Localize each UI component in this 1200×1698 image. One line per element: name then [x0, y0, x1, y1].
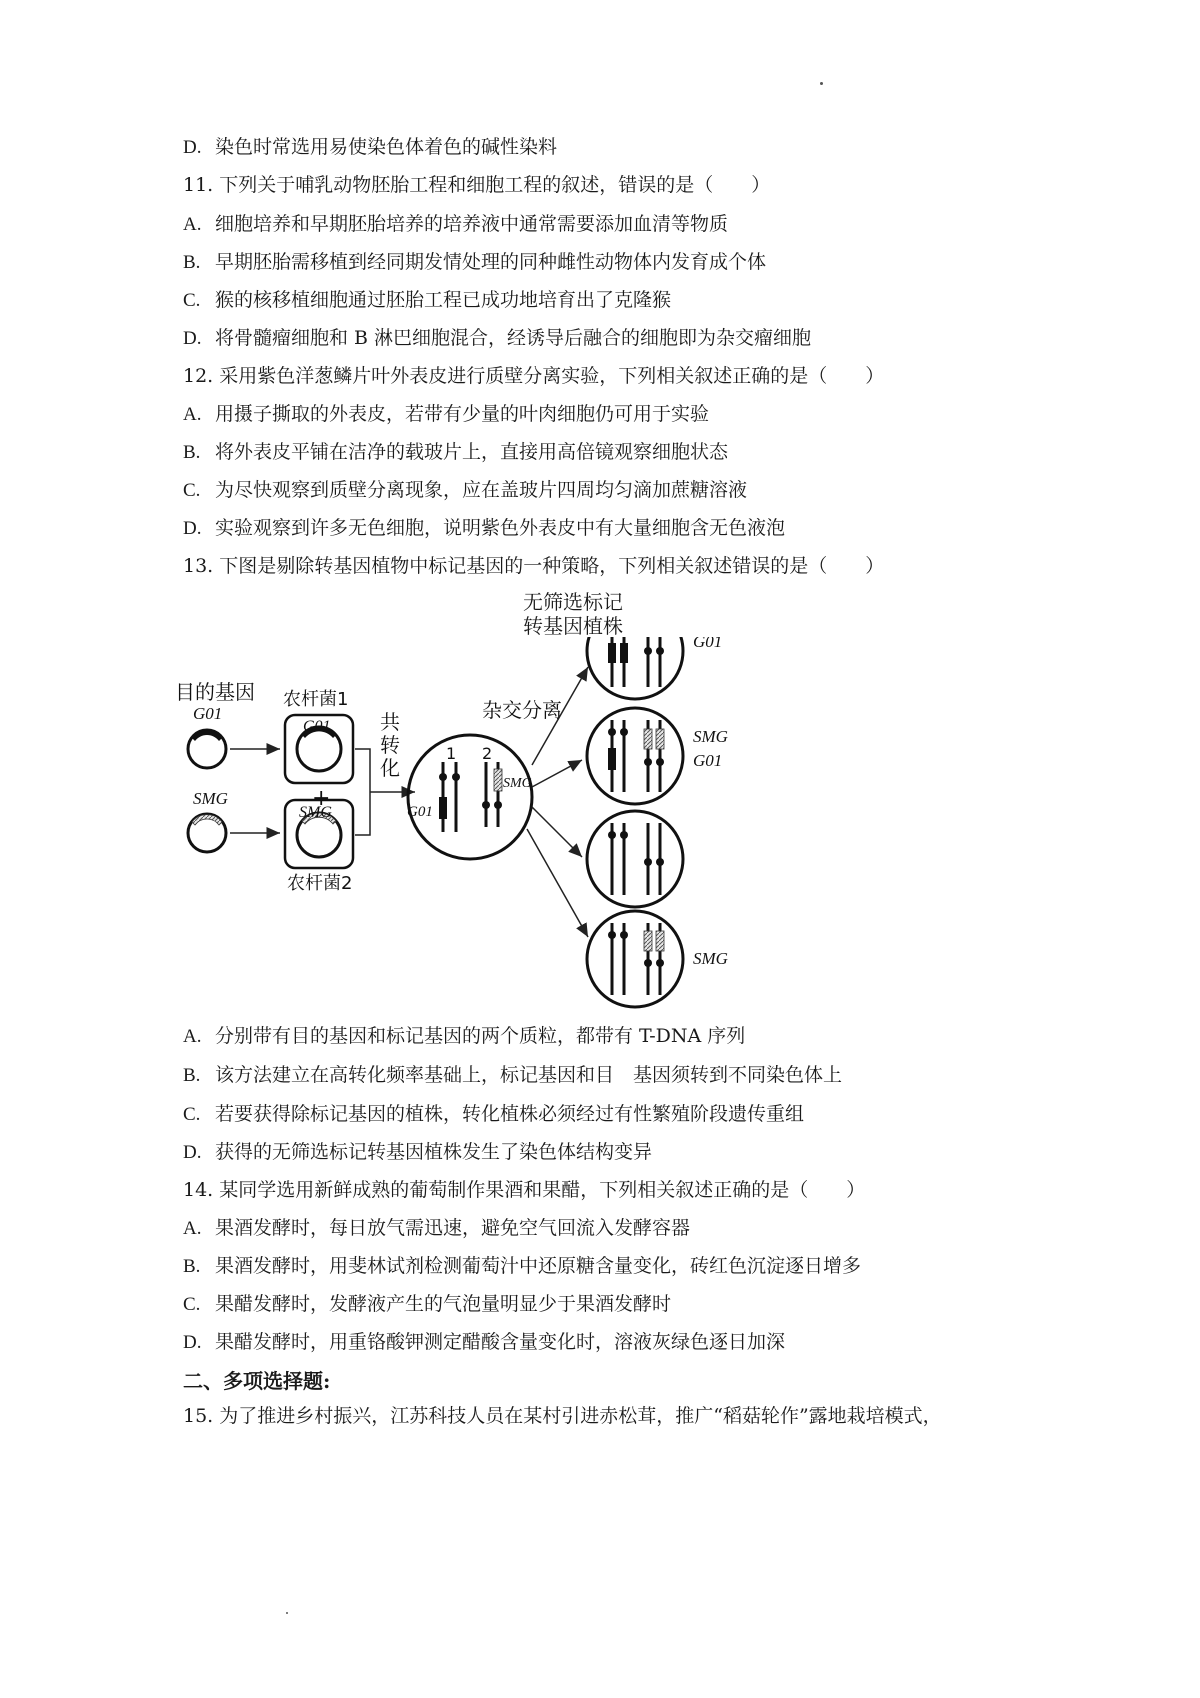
offspring-cell-1: [587, 637, 683, 699]
offspring-4-label-1: SMG: [693, 949, 728, 968]
option-12d: D. 实验观察到许多无色细胞，说明紫色外表皮中有大量细胞含无色液泡: [183, 517, 786, 539]
smg-label-cell: SMG: [503, 776, 532, 791]
option-11b: B. 早期胚胎需移植到经同期发情处理的同种雌性动物体内发育成个体: [183, 251, 767, 273]
no-marker-plant-label: 无筛选标记 转基因植株: [523, 590, 623, 638]
cross-separation-label: 杂交分离: [482, 698, 562, 722]
offspring-2-label-2: G01: [693, 751, 723, 770]
question-15: 15. 为了推进乡村振兴，江苏科技人员在某村引进赤松茸，推广“稻菇轮作”露地栽培模式，: [183, 1405, 942, 1427]
question-11: 11. 下列关于哺乳动物胚胎工程和细胞工程的叙述，错误的是（ ）: [183, 174, 771, 196]
option-14b: B. 果酒发酵时，用斐林试剂检测葡萄汁中还原糖含量变化，砖红色沉淀逐日增多: [183, 1255, 862, 1277]
option-10d: D. 染色时常选用易使染色体着色的碱性染料: [183, 136, 558, 158]
option-12a: A. 用摄子撕取的外表皮，若带有少量的叶肉细胞仍可用于实验: [183, 403, 710, 425]
smg-plasmid: [188, 814, 226, 852]
option-12b: B. 将外表皮平铺在洁净的载玻片上，直接用高倍镜观察细胞状态: [183, 441, 729, 463]
section-heading-multiple-choice: 二、多项选择题:: [183, 1369, 331, 1393]
chromosome-1-label: 1: [446, 744, 457, 763]
option-11a: A. 细胞培养和早期胚胎培养的培养液中通常需要添加血清等物质: [183, 213, 729, 235]
option-13d: D. 获得的无筛选标记转基因植株发生了染色体结构变异: [183, 1141, 653, 1163]
offspring-cell-2: [587, 708, 683, 804]
question-13: 13. 下图是剔除转基因植物中标记基因的一种策略，下列相关叙述错误的是（ ）: [183, 555, 885, 577]
g01-label-agro: G01: [303, 718, 331, 735]
target-gene-label: 目的基因: [175, 680, 255, 704]
cotransform-char-1: 共: [380, 710, 400, 734]
chromosome-2-label: 2: [482, 744, 493, 763]
smg-label-left: SMG: [193, 789, 228, 808]
cotransform-char-3: 化: [380, 756, 400, 780]
scan-speck: [286, 1612, 288, 1614]
option-12c: C. 为尽快观察到质壁分离现象，应在盖玻片四周均匀滴加蔗糖溶液: [183, 479, 748, 501]
offspring-1-label-1: G01: [693, 637, 723, 651]
arrow-to-offspring-2: [532, 760, 582, 787]
question-14: 14. 某同学选用新鲜成熟的葡萄制作果酒和果醋，下列相关叙述正确的是（ ）: [183, 1179, 866, 1201]
g01-label-left: G01: [193, 704, 223, 723]
g01-label-cell: G01: [407, 804, 433, 820]
agro2-label: 农杆菌2: [287, 873, 353, 894]
option-14c: C. 果醋发酵时，发酵液产生的气泡量明显少于果酒发酵时: [183, 1293, 672, 1315]
transformed-cell: [408, 735, 532, 859]
option-14d: D. 果醋发酵时，用重铬酸钾测定醋酸含量变化时，溶液灰绿色逐日加深: [183, 1331, 786, 1353]
plus-sign: +: [312, 786, 331, 811]
option-11c: C. 猴的核移植细胞通过胚胎工程已成功地培育出了克隆猴: [183, 289, 672, 311]
offspring-2-label-1: SMG: [693, 727, 728, 746]
option-13c: C. 若要获得除标记基因的植株，转化植株必须经过有性繁殖阶段遗传重组: [183, 1103, 805, 1125]
agro1-label: 农杆菌1: [283, 689, 349, 710]
arrow-to-offspring-4: [527, 829, 588, 937]
option-14a: A. 果酒发酵时，每日放气需迅速，避免空气回流入发酵容器: [183, 1217, 691, 1239]
offspring-cell-3: [587, 811, 683, 907]
cotransform-char-2: 转: [380, 733, 400, 757]
option-13a: A. 分别带有目的基因和标记基因的两个质粒，都带有 T-DNA 序列: [183, 1025, 746, 1047]
offspring-cell-4: [587, 911, 683, 1007]
g01-plasmid: [188, 730, 226, 768]
arrow-to-offspring-3: [532, 807, 582, 857]
option-11d: D. 将骨髓瘤细胞和 B 淋巴细胞混合，经诱导后融合的细胞即为杂交瘤细胞: [183, 327, 812, 349]
smg-label-agro: SMG: [299, 804, 332, 821]
scan-speck: [820, 82, 823, 85]
question-12: 12. 采用紫色洋葱鳞片叶外表皮进行质壁分离实验，下列相关叙述正确的是（ ）: [183, 365, 885, 387]
option-13b: B. 该方法建立在高转化频率基础上，标记基因和目 基因须转到不同染色体上: [183, 1064, 843, 1086]
